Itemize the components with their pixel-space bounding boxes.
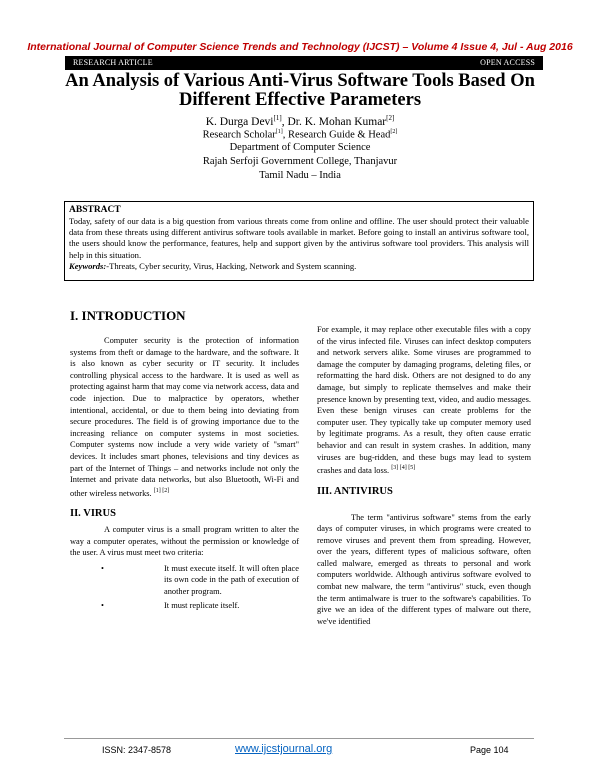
research-article-label: RESEARCH ARTICLE: [73, 58, 153, 67]
author-1-ref: [1]: [273, 114, 282, 122]
issn: ISSN: 2347-8578: [102, 745, 172, 755]
role-1: Research Scholar: [202, 129, 276, 141]
right-column: [317, 324, 531, 627]
intro-paragraph: [70, 335, 299, 499]
intro-text: Computer security is the protection of information systems from theft or damage to the hardware, and the software. It is also known as cyber security or IT security. It includes controlling physical access to the hardware. It is used as well as protecting against harm that may come via network access, data and code injection. Due to malpractice by operators, whether intentional, accidental, or due to them being into deviating from secure procedures. The field is of growing importance due to the increasing reliance on computer systems in most societies. Computer systems now include a very wide variety of "smart" devices. It includes smart phones, televisions and tiny devices as part of the Internet of Things – and networks include not only the Internet and private data networks, but also Bluetooth, Wi-Fi and other wireless networks.: [70, 336, 299, 498]
left-column: [70, 308, 299, 611]
page-footer: [0, 742, 600, 758]
location: Tamil Nadu – India: [259, 170, 341, 181]
role-2-ref: [2]: [390, 129, 398, 135]
role-1-ref: [1]: [275, 129, 283, 135]
virus-continued-text: For example, it may replace other executable files with a copy of the virus infected file. Viruses can infect desktop computers and network servers alike. Some viruses are programmed to damage the computer by damaging programs, deleting files, or reformatting the hard disk. Others are not designed to do any damage, but simply to replicate themselves and make their presence known by presenting text, video, and audio messages. Even these benign viruses can create problems for the computer user. They typically take up computer memory used by legitimate programs. As a result, they often cause erratic behavior and can result in system crashes. In addition, many viruses are bug-ridden, and these bugs may lead to system crashes and data loss.: [317, 325, 531, 475]
author-2-ref: [2]: [386, 114, 395, 122]
open-access-label: OPEN ACCESS: [480, 58, 535, 67]
antivirus-heading: III. ANTIVIRUS: [317, 485, 393, 497]
page-number: Page 104: [470, 745, 509, 755]
keywords-text: Threats, Cyber security, Virus, Hacking, Network and System scanning.: [109, 260, 357, 271]
article-bar: [65, 56, 543, 70]
intro-heading: I. INTRODUCTION: [70, 308, 186, 323]
list-item: • It must execute itself. It will often place its own code in the path of execution of another program.: [135, 563, 299, 598]
virus-criteria-list: [70, 563, 299, 611]
abstract-text: Today, safety of our data is a big question from various threats come from online and offline. The user should protect their valuable data from these threats using different antivirus software tools available in market. Before going to install an antivirus software tool, the users should know the performance, features, help and support given by the antivirus software tool providers. This analysis will help in this situation.: [69, 216, 529, 260]
virus-heading: II. VIRUS: [70, 508, 116, 520]
department: Department of Computer Science: [229, 142, 371, 153]
footer-divider: [64, 738, 534, 739]
virus-text: A computer virus is a small program written to alter the way a computer operates, without the permission or knowledge of the user. A virus must meet two criteria:: [70, 525, 299, 558]
virus-continued-paragraph: [317, 324, 531, 477]
paper-title: An Analysis of Various Anti-Virus Software Tools Based On Different Effective Parameters: [65, 71, 535, 110]
virus-citation: [3] [4] [5]: [391, 465, 416, 472]
antivirus-text: The term "antivirus software" stems from the early days of computer viruses, in which programs were created to remove viruses and prevent them from spreading. However, over the years, different types of malicious software, often called malware, emerged as threats to personal and work computers worldwide. Although antivirus software evolved to combat new malware, the term "antivirus" stuck, even though the term antimalware is truer to the software's capabilities. To give we an idea of the different types of malware out there, we've identified: [317, 512, 531, 626]
intro-citation: [1] [2]: [153, 487, 170, 494]
author-separator: ,: [281, 115, 288, 128]
abstract-box: [64, 201, 534, 281]
keywords: [69, 261, 529, 272]
list-item: • It must replicate itself.: [135, 600, 299, 612]
roles: [0, 126, 600, 142]
author-2: Dr. K. Mohan Kumar: [287, 115, 387, 128]
journal-link[interactable]: www.ijcstjournal.org: [235, 743, 333, 755]
keywords-dash: :-: [103, 260, 110, 271]
journal-header: International Journal of Computer Science Trends and Technology (IJCST) – Volume 4 Issue 4, Jul - Aug 2016: [27, 41, 573, 53]
abstract-heading: ABSTRACT: [69, 205, 121, 215]
role-2: , Research Guide & Head: [282, 129, 391, 141]
keywords-label: Keywords: [69, 260, 104, 271]
author-1: K. Durga Devi: [205, 115, 274, 128]
college: Rajah Serfoji Government College, Thanjavur: [202, 156, 398, 167]
